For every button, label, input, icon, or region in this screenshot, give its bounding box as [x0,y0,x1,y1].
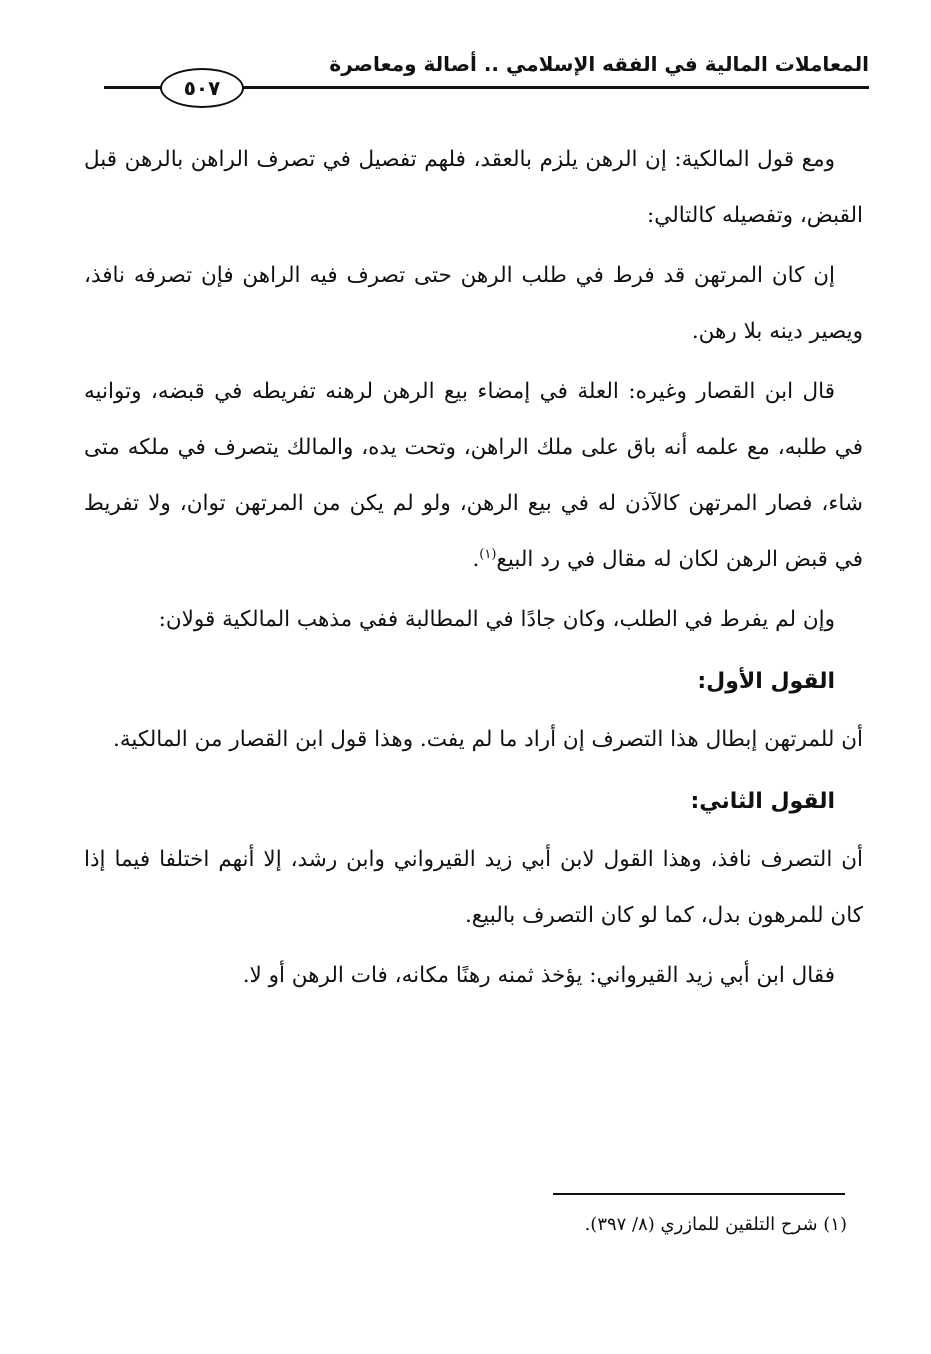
paragraph-3-text: قال ابن القصار وغيره: العلة في إمضاء بيع الرهن لرهنه تفريطه في قبضه، وتوانيه في طلبه، مع علمه أنه باق على ملك الراهن، وتحت يده، والمالك يتصرف في ملكه متى شاء، فصار المرتهن كالآذن له في بيع الرهن، ولو لم يكن من المرتهن توان، ولا تفريط في قبض الرهن لكان له مقال في رد البيع [84,379,863,572]
paragraph-2: إن كان المرتهن قد فرط في طلب الرهن حتى تصرف فيه الراهن فإن تصرفه نافذ، ويصير دينه بلا رهن. [84,263,863,344]
main-text [84,132,863,1008]
running-header-title: المعاملات المالية في الفقه الإسلامي .. أصالة ومعاصرة [329,52,869,76]
paragraph-6: أن التصرف نافذ، وهذا القول لابن أبي زيد القيرواني وابن رشد، إلا أنهم اختلفا فيما إذا كان للمرهون بدل، كما لو كان التصرف بالبيع. [84,847,863,928]
paragraph-3 [84,364,863,588]
heading-second-opinion: القول الثاني: [690,789,835,814]
footnote-ref-1: (١) [479,546,497,562]
paragraph-1: ومع قول المالكية: إن الرهن يلزم بالعقد، فلهم تفصيل في تصرف الراهن بالرهن قبل القبض، وتفصيله كالتالي: [84,147,863,228]
heading-first-opinion: القول الأول: [697,669,835,694]
paragraph-3-end: . [472,547,480,572]
paragraph-4: وإن لم يفرط في الطلب، وكان جادًا في المطالبة ففي مذهب المالكية قولان: [158,607,835,632]
page-number: ٥٠٧ [160,68,244,108]
footnote-rule [553,1193,845,1195]
paragraph-5: أن للمرتهن إبطال هذا التصرف إن أراد ما لم يفت. وهذا قول ابن القصار من المالكية. [112,727,863,752]
paragraph-7: فقال ابن أبي زيد القيرواني: يؤخذ ثمنه رهنًا مكانه، فات الرهن أو لا. [242,963,835,988]
footnote-1: (١) شرح التلقين للمازري (٨/ ٣٩٧). [584,1214,847,1235]
